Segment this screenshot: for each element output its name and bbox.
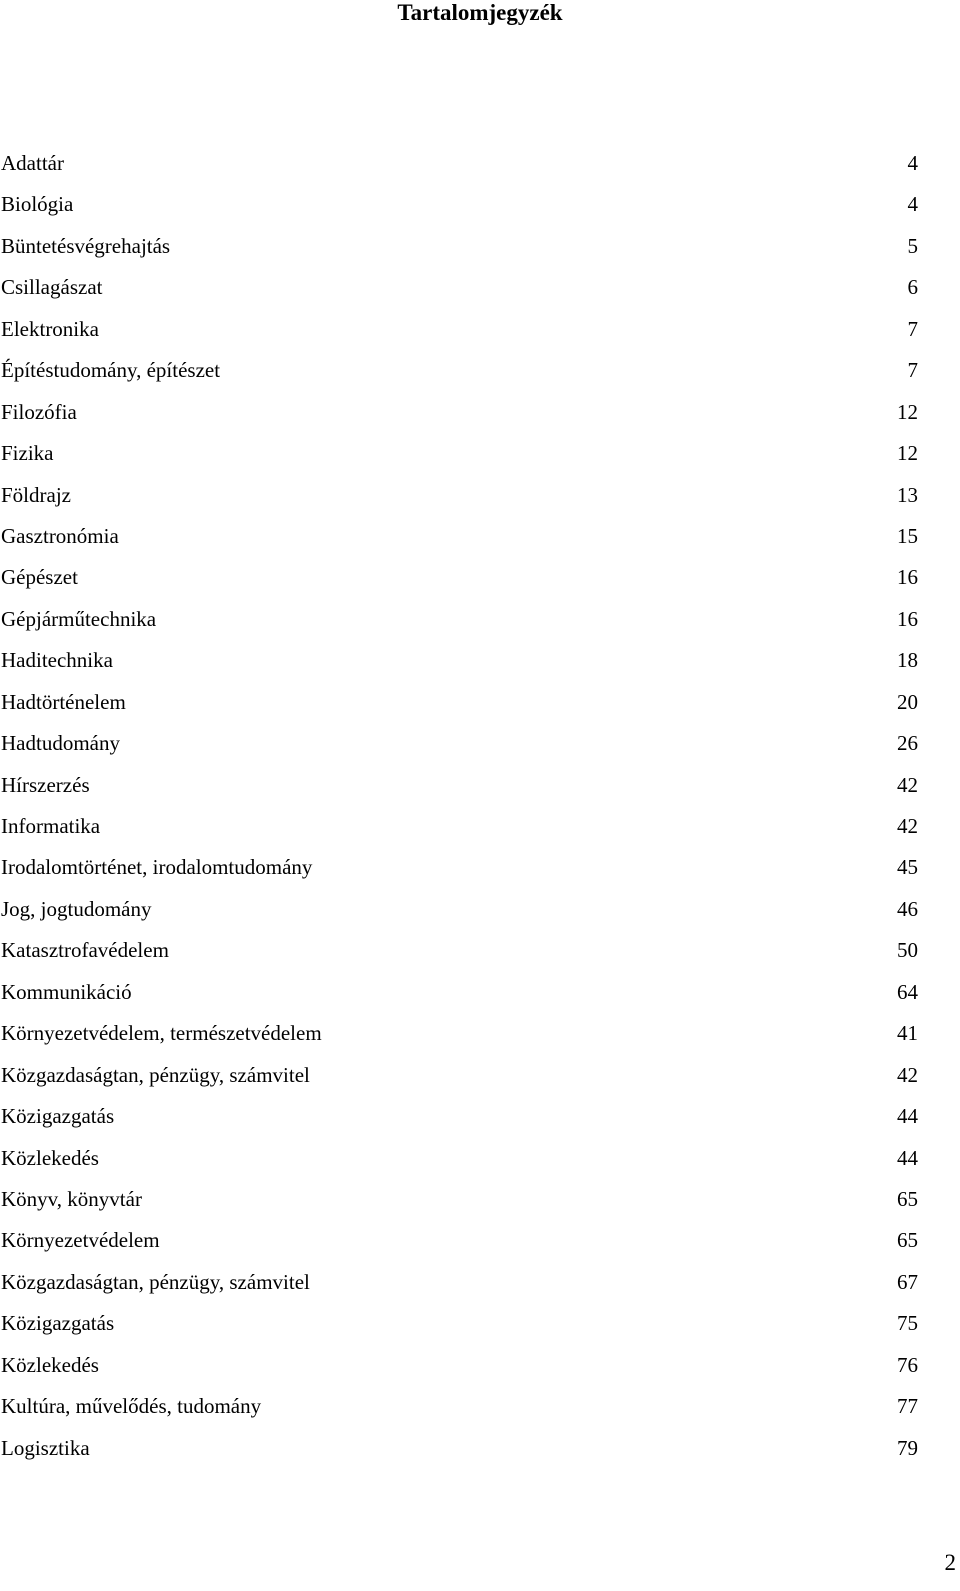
toc-entry-page-number: 50	[897, 938, 918, 963]
toc-entry-page-number: 4	[907, 151, 918, 175]
toc-entry	[0, 475, 960, 516]
toc-entry	[0, 1220, 960, 1261]
toc-entry-label: Közlekedés	[1, 1352, 99, 1377]
toc-entry-label: Hadtörténelem	[1, 689, 126, 714]
toc-entry	[0, 847, 960, 888]
toc-entry-page-number: 44	[897, 1145, 918, 1170]
toc-entry	[0, 1303, 960, 1344]
toc-entry-label: Hadtudomány	[1, 731, 120, 756]
toc-entry-label: Gasztronómia	[1, 523, 119, 548]
toc-entry	[0, 309, 960, 350]
toc-entry	[0, 1096, 960, 1137]
toc-entry	[0, 1262, 960, 1303]
toc-entry-label: Kultúra, művelődés, tudomány	[1, 1394, 262, 1419]
toc-entry	[0, 1345, 960, 1386]
toc-entry-page-number: 15	[897, 523, 918, 548]
toc-entry-label: Jog, jogtudomány	[1, 896, 152, 921]
toc-entry	[0, 433, 960, 474]
toc-entry	[0, 682, 960, 723]
toc-entry	[0, 806, 960, 847]
toc-entry-label: Környezetvédelem, természetvédelem	[1, 1021, 322, 1046]
toc-entry	[0, 1428, 960, 1469]
toc-entry-page-number: 77	[897, 1394, 918, 1419]
toc-entry-page-number: 6	[907, 275, 918, 300]
toc-entry	[0, 1055, 960, 1096]
toc-entry-label: Kommunikáció	[1, 979, 132, 1004]
toc-entry-page-number: 46	[897, 896, 918, 921]
toc-entry	[0, 226, 960, 267]
toc-entry-page-number: 42	[897, 1062, 918, 1087]
toc-entry-label: Könyv, könyvtár	[1, 1186, 142, 1211]
toc-entry-page-number: 26	[897, 731, 918, 756]
toc-entry-label: Logisztika	[1, 1435, 90, 1460]
toc-entry-label: Közgazdaságtan, pénzügy, számvitel	[1, 1269, 310, 1294]
toc-entry-label: Biológia	[1, 192, 74, 217]
toc-entry	[0, 516, 960, 557]
toc-entry-label: Közgazdaságtan, pénzügy, számvitel	[1, 1062, 310, 1087]
toc-entry	[0, 723, 960, 764]
toc-entry	[0, 930, 960, 971]
page-title: Tartalomjegyzék	[397, 0, 563, 25]
toc-entry-label: Irodalomtörténet, irodalomtudomány	[1, 855, 313, 880]
toc-entry	[0, 889, 960, 930]
toc-entry-label: Adattár	[1, 151, 64, 175]
toc-entry	[0, 350, 960, 391]
toc-entry-page-number: 42	[897, 772, 918, 797]
toc-entry-page-number: 16	[897, 606, 918, 631]
toc-entry-page-number: 65	[897, 1186, 918, 1211]
toc-entry	[0, 267, 960, 308]
toc-entry-label: Fizika	[1, 441, 54, 466]
toc-entry-label: Gépészet	[1, 565, 78, 590]
toc-entry-page-number: 7	[907, 358, 918, 383]
toc-entry-label: Közlekedés	[1, 1145, 99, 1170]
toc-entry-label: Földrajz	[1, 482, 71, 507]
toc-entry-page-number: 13	[897, 482, 918, 507]
toc-entry	[0, 765, 960, 806]
toc-entry-page-number: 67	[897, 1269, 918, 1294]
toc-entry-label: Építéstudomány, építészet	[1, 358, 221, 383]
toc-entry-label: Gépjárműtechnika	[1, 606, 157, 631]
toc-entry-label: Informatika	[1, 814, 101, 838]
toc-entry	[0, 640, 960, 681]
toc-entry-label: Filozófia	[1, 399, 77, 424]
toc-entry-page-number: 4	[907, 192, 918, 217]
toc-entry-page-number: 7	[907, 316, 918, 341]
toc-entry-label: Hírszerzés	[1, 772, 90, 797]
toc-entry	[0, 972, 960, 1013]
toc-entry	[0, 1179, 960, 1220]
toc-entry-label: Csillagászat	[1, 275, 103, 300]
toc-entry	[0, 1138, 960, 1179]
toc-entry-label: Elektronika	[1, 316, 99, 341]
toc-entry	[0, 557, 960, 598]
toc-entry-page-number: 18	[897, 648, 918, 673]
page-number: 2	[944, 1550, 956, 1575]
toc-entry-label: Közigazgatás	[1, 1311, 115, 1336]
toc-entry-page-number: 64	[897, 979, 918, 1004]
toc-entry-page-number: 45	[897, 855, 918, 880]
toc-entry	[0, 1013, 960, 1054]
toc-entry-page-number: 75	[897, 1311, 918, 1336]
toc-entry-page-number: 20	[897, 689, 918, 714]
toc-entry-page-number: 65	[897, 1228, 918, 1253]
toc-entry-label: Közigazgatás	[1, 1104, 115, 1129]
toc-entry	[0, 599, 960, 640]
toc-entry	[0, 1386, 960, 1427]
toc-entry-label: Környezetvédelem	[1, 1228, 160, 1253]
toc-entry-page-number: 12	[897, 441, 918, 466]
toc-entry-page-number: 79	[897, 1435, 918, 1460]
toc-entry-page-number: 5	[907, 233, 918, 258]
toc-entry-page-number: 42	[897, 814, 918, 838]
toc-entry-label: Büntetésvégrehajtás	[1, 233, 171, 258]
toc-entry-label: Katasztrofavédelem	[1, 938, 169, 963]
toc-entry-page-number: 12	[897, 399, 918, 424]
toc-entry	[0, 143, 960, 184]
toc-entry-label: Haditechnika	[1, 648, 113, 673]
toc-entry-page-number: 76	[897, 1352, 918, 1377]
toc-entry-page-number: 16	[897, 565, 918, 590]
toc-entry	[0, 184, 960, 225]
toc-entry-page-number: 41	[897, 1021, 918, 1046]
toc-entry-page-number: 44	[897, 1104, 918, 1129]
toc-entry	[0, 392, 960, 433]
table-of-contents	[0, 143, 960, 1469]
